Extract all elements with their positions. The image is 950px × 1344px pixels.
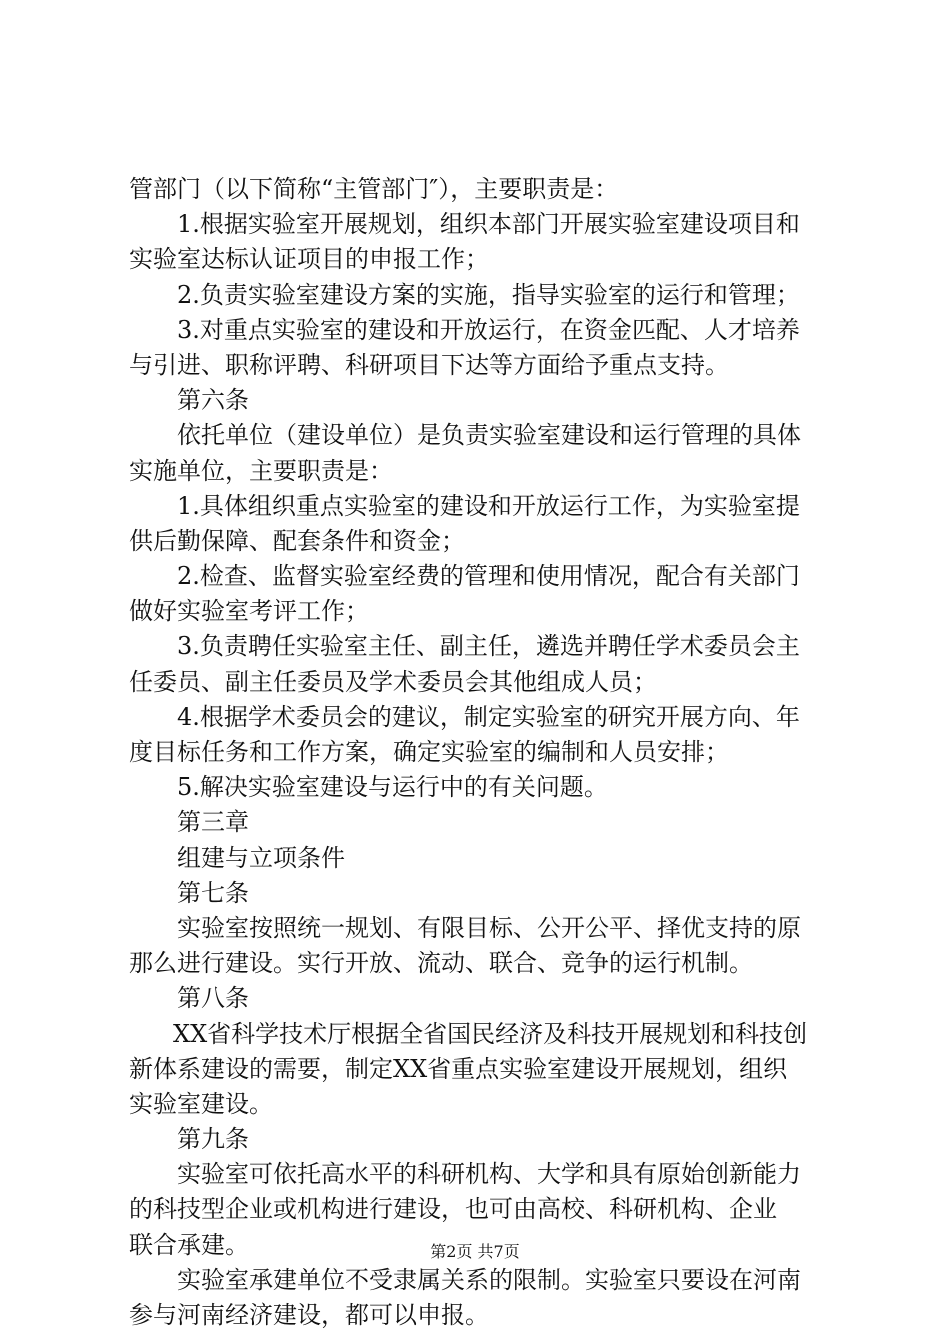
text-line: XX省科学技术厅根据全省国民经济及科技开展规划和科技创 — [173, 1019, 808, 1048]
text-line: 2.检查、监督实验室经费的管理和使用情况，配合有关部门 — [177, 562, 800, 591]
text-line: 3.负责聘任实验室主任、副主任，遴选并聘任学术委员会主 — [177, 632, 800, 661]
page-number-label: 第2页 共7页 — [430, 1242, 520, 1261]
chapter-heading: 第三章 — [177, 808, 249, 837]
document-body — [129, 172, 829, 1333]
text-line: 度目标任务和工作方案，确定实验室的编制和人员安排； — [129, 738, 729, 766]
article-heading: 第八条 — [177, 984, 249, 1013]
text-line: 联合承建。 — [129, 1230, 249, 1259]
text-line: 依托单位（建设单位）是负责实验室建设和运行管理的具体 — [177, 421, 801, 450]
text-line: 做好实验室考评工作； — [129, 597, 369, 626]
text-line: 新体系建设的需要，制定XX省重点实验室建设开展规划，组织 — [129, 1054, 788, 1083]
text-line: 4.根据学术委员会的建议，制定实验室的研究开展方向、年 — [177, 702, 800, 731]
text-line: 实验室承建单位不受隶属关系的限制。实验室只要设在河南 — [177, 1265, 801, 1294]
text-line: 实施单位，主要职责是： — [129, 456, 393, 485]
article-heading: 第九条 — [177, 1125, 249, 1154]
text-line: 管部门（以下简称“主管部门″），主要职责是： — [129, 175, 619, 203]
article-heading: 第六条 — [177, 386, 249, 415]
chapter-title: 组建与立项条件 — [177, 843, 345, 872]
text-line: 供后勤保障、配套条件和资金； — [129, 526, 465, 555]
text-line: 参与河南经济建设，都可以申报。 — [129, 1301, 489, 1329]
text-line: 3.对重点实验室的建设和开放运行，在资金匹配、人才培养 — [177, 315, 800, 344]
article-heading: 第七条 — [177, 878, 249, 907]
text-line: 1.具体组织重点实验室的建设和开放运行工作，为实验室提 — [177, 491, 800, 520]
text-line: 任委员、副主任委员及学术委员会其他组成人员； — [129, 667, 657, 696]
text-line: 的科技型企业或机构进行建设，也可由高校、科研机构、企业 — [129, 1195, 777, 1224]
page-footer — [0, 1242, 950, 1262]
text-line: 与引进、职称评聘、科研项目下达等方面给予重点支持。 — [129, 350, 729, 379]
text-line: 实验室可依托高水平的科研机构、大学和具有原始创新能力 — [177, 1160, 801, 1189]
text-line: 实验室达标认证项目的申报工作； — [129, 245, 489, 274]
text-line: 5.解决实验室建设与运行中的有关问题。 — [177, 773, 608, 802]
text-line: 实验室建设。 — [129, 1089, 273, 1118]
text-line: 1.根据实验室开展规划，组织本部门开展实验室建设项目和 — [177, 210, 800, 239]
text-line: 2.负责实验室建设方案的实施，指导实验室的运行和管理； — [177, 280, 800, 309]
text-line: 那么进行建设。实行开放、流动、联合、竞争的运行机制。 — [129, 949, 753, 978]
text-line: 实验室按照统一规划、有限目标、公开公平、择优支持的原 — [177, 913, 801, 942]
